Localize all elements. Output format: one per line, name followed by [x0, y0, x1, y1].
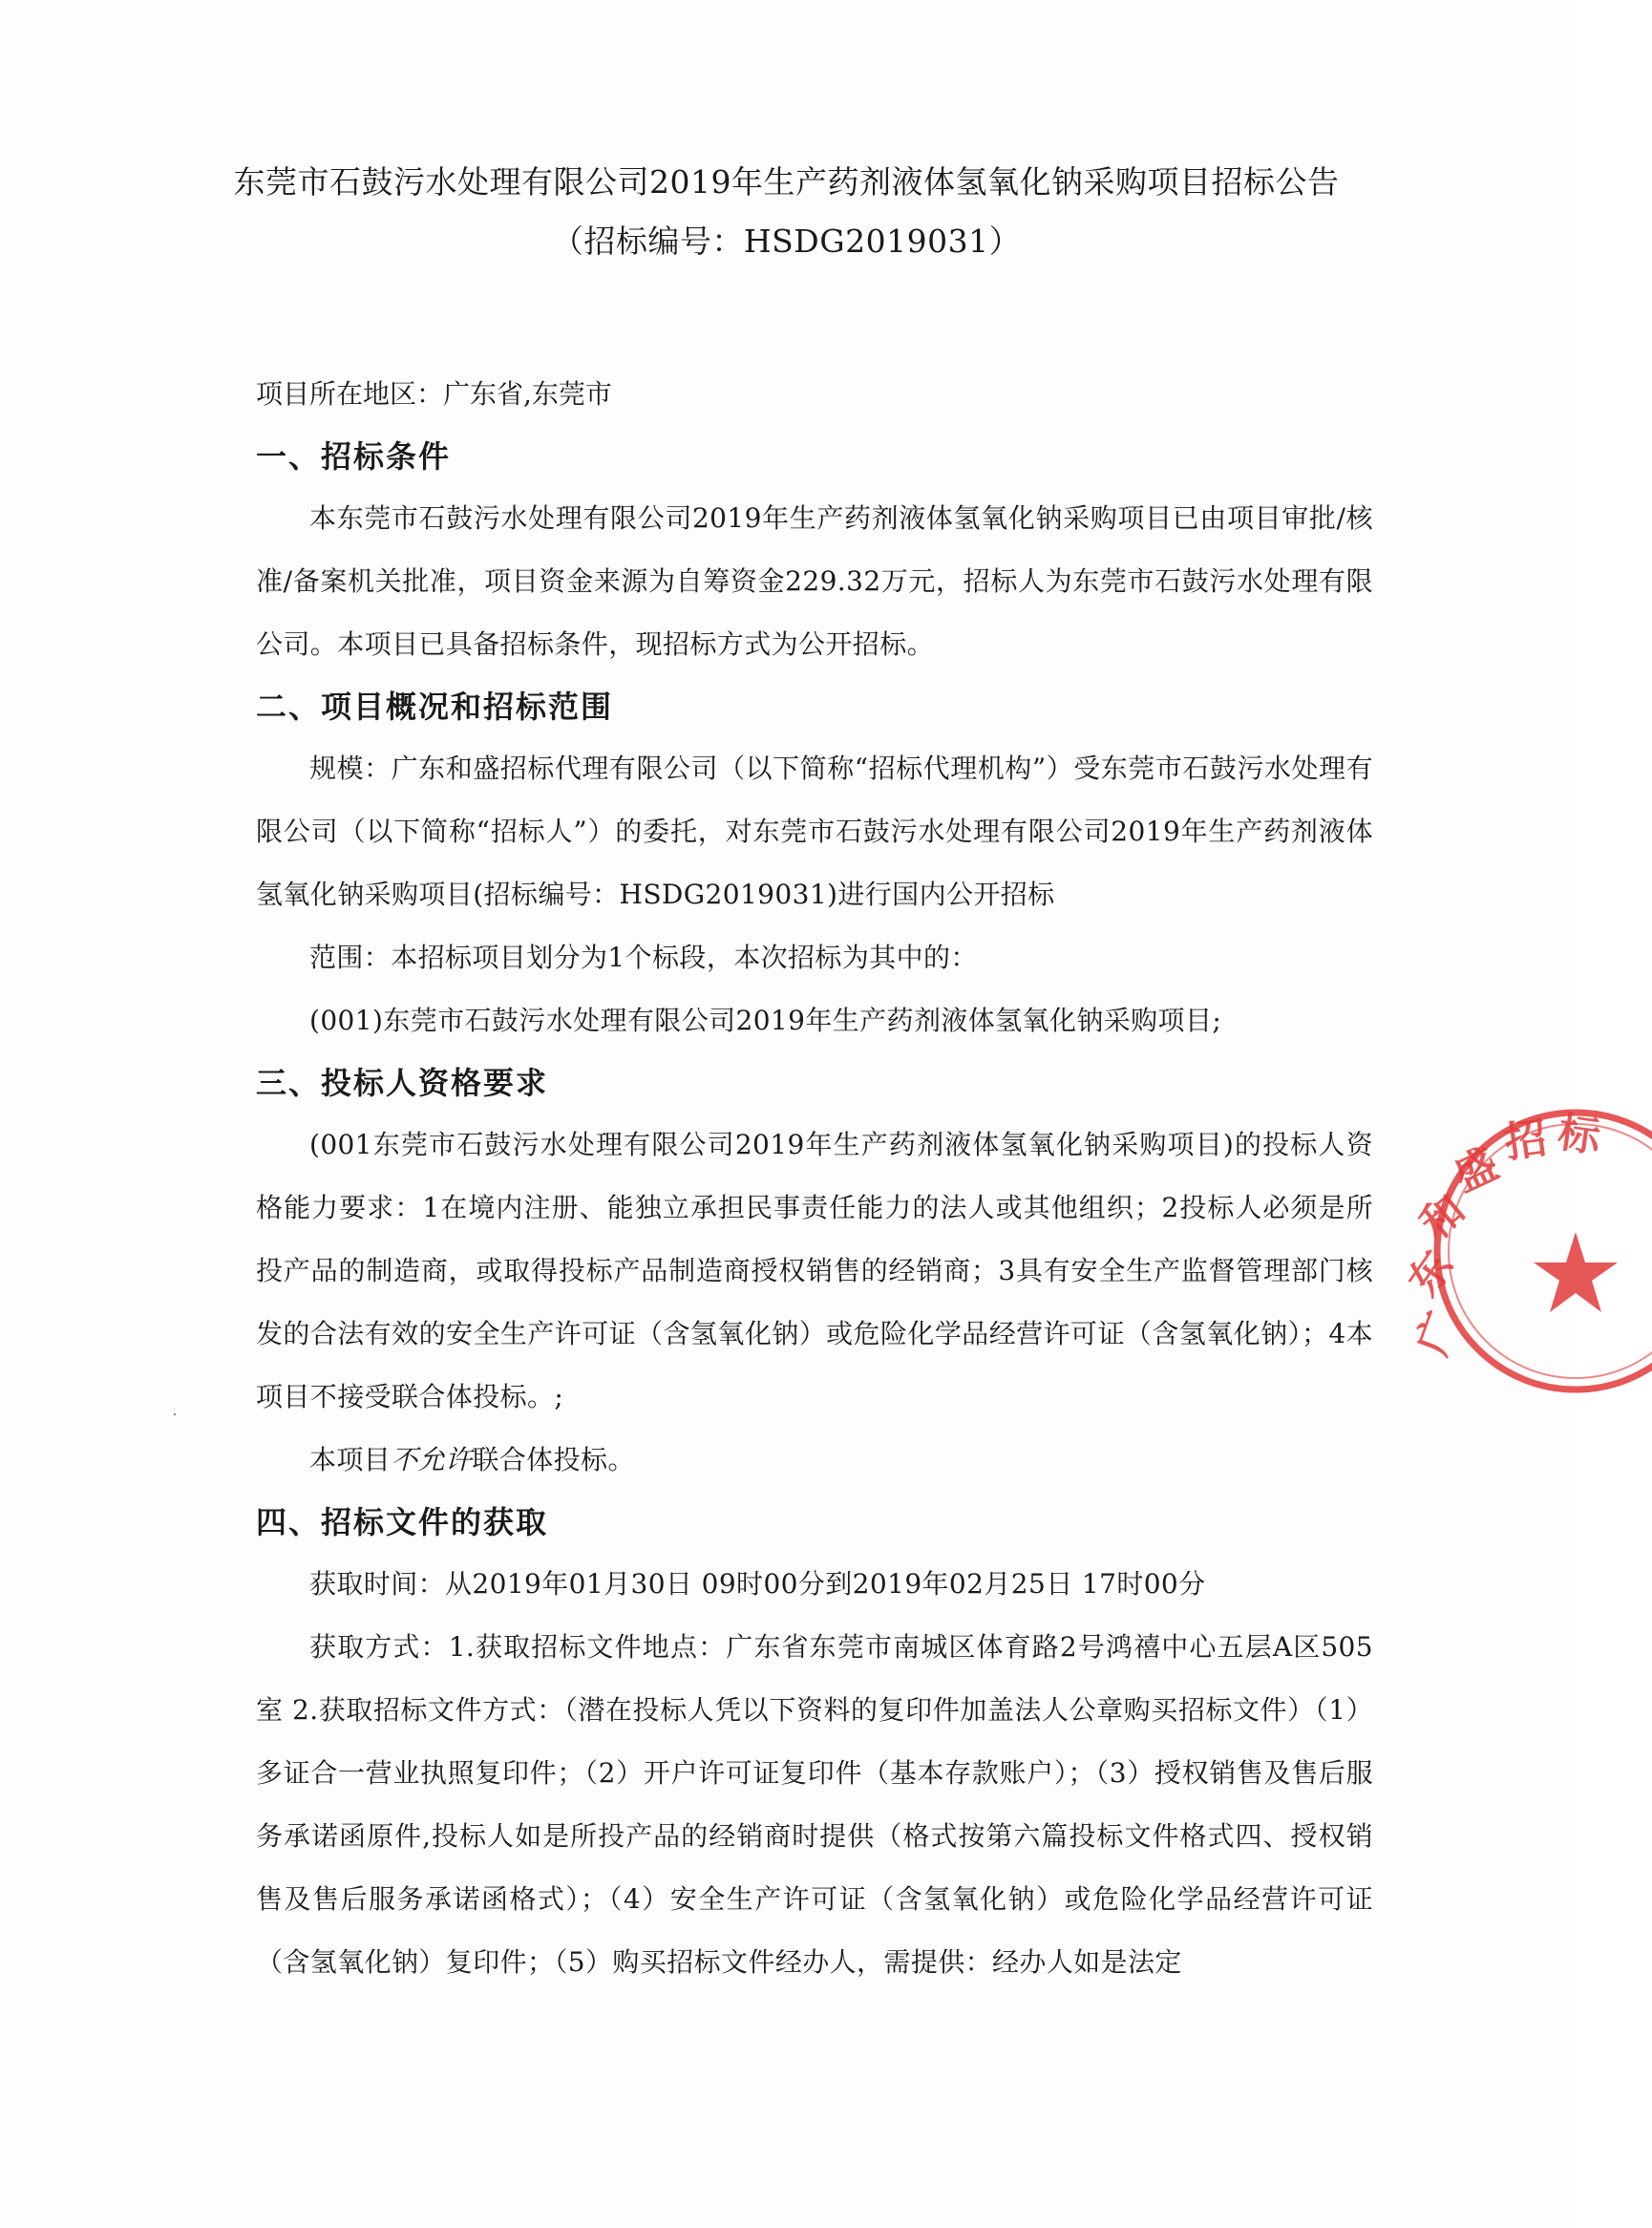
section-heading-documents: 四、招标文件的获取 — [256, 1504, 549, 1540]
scan-speck — [174, 1413, 176, 1415]
svg-text:标: 标 — [1555, 1108, 1604, 1163]
scope-range: 范围：本招标项目划分为1个标段，本次招标为其中的： — [309, 942, 978, 973]
scope-lot: (001)东莞市石鼓污水处理有限公司2019年生产药剂液体氢氧化钠采购项目; — [309, 1005, 1222, 1036]
consortium-note-emphasis: 不允许 — [391, 1444, 473, 1475]
title-block — [0, 153, 1573, 271]
consortium-note-prefix: 本项目 — [309, 1444, 392, 1475]
svg-text:招: 招 — [1501, 1114, 1551, 1168]
conditions-paragraph: 本东莞市石鼓污水处理有限公司2019年生产药剂液体氢氧化钠采购项目已由项目审批/核准/备案机关批准，项目资金来源为自筹资金229.32万元，招标人为东莞市石鼓污水处理有限公司。本项目已具备招标条件，现招标方式为公开招标。 — [256, 502, 1373, 660]
svg-text:东: 东 — [1399, 1242, 1464, 1305]
consortium-note-suffix: 联合体投标。 — [472, 1444, 635, 1475]
qualifications-paragraph: (001东莞市石鼓污水处理有限公司2019年生产药剂液体氢氧化钠采购项目)的投标人资格能力要求：1在境内注册、能独立承担民事责任能力的法人或其他组织；2投标人必须是所投产品的制造商，或取得投标产品制造商授权销售的经销商；3具有安全生产监督管理部门核发的合法有效的安全生产许可证（含氢氧化钠）或危险化学品经营许可证（含氢氧化钠）；4本项目不接受联合体投标。; — [256, 1129, 1373, 1412]
svg-text:和: 和 — [1411, 1185, 1475, 1250]
consortium-note — [256, 1429, 1373, 1492]
section-heading-scope: 二、项目概况和招标范围 — [256, 689, 614, 725]
document-title: 东莞市石鼓污水处理有限公司2019年生产药剂液体氢氧化钠采购项目招标公告 — [233, 163, 1340, 201]
company-seal-stamp — [1399, 1108, 1652, 1394]
svg-text:盛: 盛 — [1447, 1139, 1506, 1201]
section-heading-qualifications: 三、投标人资格要求 — [256, 1065, 549, 1101]
scope-paragraph: 规模：广东和盛招标代理有限公司（以下简称“招标代理机构”）受东莞市石鼓污水处理有限公司（以下简称“招标人”）的委托，对东莞市石鼓污水处理有限公司2019年生产药剂液体氢氧化钠采购项目(招标编号：HSDG2019031)进行国内公开招标 — [256, 753, 1373, 910]
svg-text:广: 广 — [1408, 1305, 1469, 1362]
documents-time: 获取时间：从2019年01月30日 09时00分到2019年02月25日 17时00分 — [309, 1568, 1206, 1600]
document-body — [256, 363, 1373, 1994]
project-region: 项目所在地区：广东省,东莞市 — [256, 378, 612, 410]
section-heading-conditions: 一、招标条件 — [256, 438, 452, 475]
documents-method: 获取方式：1.获取招标文件地点：广东省东莞市南城区体育路2号鸿禧中心五层A区505室 2.获取招标文件方式：（潜在投标人凭以下资料的复印件加盖法人公章购买招标文件）（1）多证合一营业执照复印件；（2）开户许可证复印件（基本存款账户）；（3）授权销售及售后服务承诺函原件,投标人如是所投产品的经销商时提供（格式按第六篇投标文件格式四、授权销售及售后服务承诺函格式）；（4）安全生产许可证（含氢氧化钠）或危险化学品经营许可证（含氢氧化钠）复印件；（5）购买招标文件经办人，需提供：经办人如是法定 — [256, 1631, 1373, 1978]
document-subtitle: （招标编号：HSDG2019031） — [551, 223, 1022, 260]
